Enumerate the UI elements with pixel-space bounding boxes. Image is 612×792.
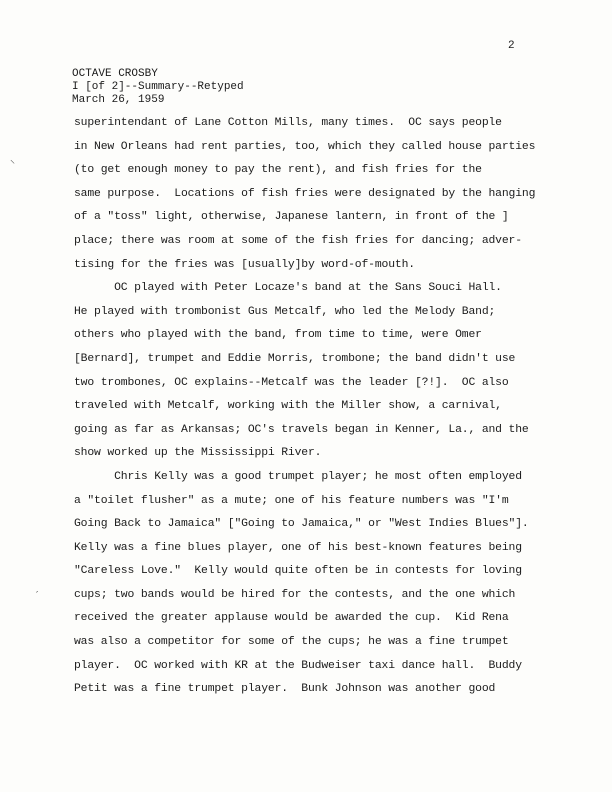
body-line: others who played with the band, from time to time, were Omer (74, 329, 482, 342)
document-header (72, 68, 244, 107)
body-line: traveled with Metcalf, working with the Miller show, a carnival, (74, 400, 502, 413)
body-line: Kelly was a fine blues player, one of his best-known features being (74, 541, 522, 554)
body-line: Petit was a fine trumpet player. Bunk Johnson was another good (74, 683, 496, 696)
body-line: of a "toss" light, otherwise, Japanese lantern, in front of the ] (74, 211, 509, 224)
body-line: place; there was room at some of the fish fries for dancing; adver- (74, 234, 522, 247)
body-line: same purpose. Locations of fish fries were designated by the hanging (74, 187, 536, 200)
body-line: in New Orleans had rent parties, too, which they called house parties (74, 140, 536, 153)
body-line: tising for the fries was [usually]by word-of-mouth. (74, 258, 415, 271)
header-reel: I [of 2]--Summary--Retyped (72, 81, 244, 93)
body-line: (to get enough money to pay the rent), and fish fries for the (74, 164, 482, 177)
body-line: player. OC worked with KR at the Budweiser taxi dance hall. Buddy (74, 659, 522, 672)
body-line: Chris Kelly was a good trumpet player; he most often employed (74, 470, 522, 483)
body-line: show worked up the Mississippi River. (74, 447, 322, 460)
body-line: going as far as Arkansas; OC's travels began in Kenner, La., and the (74, 423, 529, 436)
body-line: was also a competitor for some of the cups; he was a fine trumpet (74, 636, 509, 649)
body-line: received the greater applause would be awarded the cup. Kid Rena (74, 612, 509, 625)
body-line: a "toilet flusher" as a mute; one of his feature numbers was "I'm (74, 494, 509, 507)
header-date: March 26, 1959 (72, 94, 165, 106)
body-line: two trombones, OC explains--Metcalf was the leader [?!]. OC also (74, 376, 509, 389)
body-line: He played with trombonist Gus Metcalf, who led the Melody Band; (74, 305, 496, 318)
body-line: superintendant of Lane Cotton Mills, many times. OC says people (74, 117, 502, 129)
body-line: Going Back to Jamaica" ["Going to Jamaica," or "West Indies Blues"]. (74, 518, 529, 531)
body-line: [Bernard], trumpet and Eddie Morris, trombone; the band didn't use (74, 352, 516, 365)
body-line: OC played with Peter Locaze's band at the Sans Souci Hall. (74, 282, 502, 295)
margin-mark: ′ (36, 590, 39, 601)
margin-mark: ⸌ (10, 159, 15, 170)
header-name: OCTAVE CROSBY (72, 68, 158, 80)
summary-body (74, 112, 594, 702)
body-line: cups; two bands would be hired for the contests, and the one which (74, 588, 516, 601)
page-number: 2 (508, 40, 515, 52)
body-line: "Careless Love." Kelly would quite often be in contests for loving (74, 565, 522, 578)
